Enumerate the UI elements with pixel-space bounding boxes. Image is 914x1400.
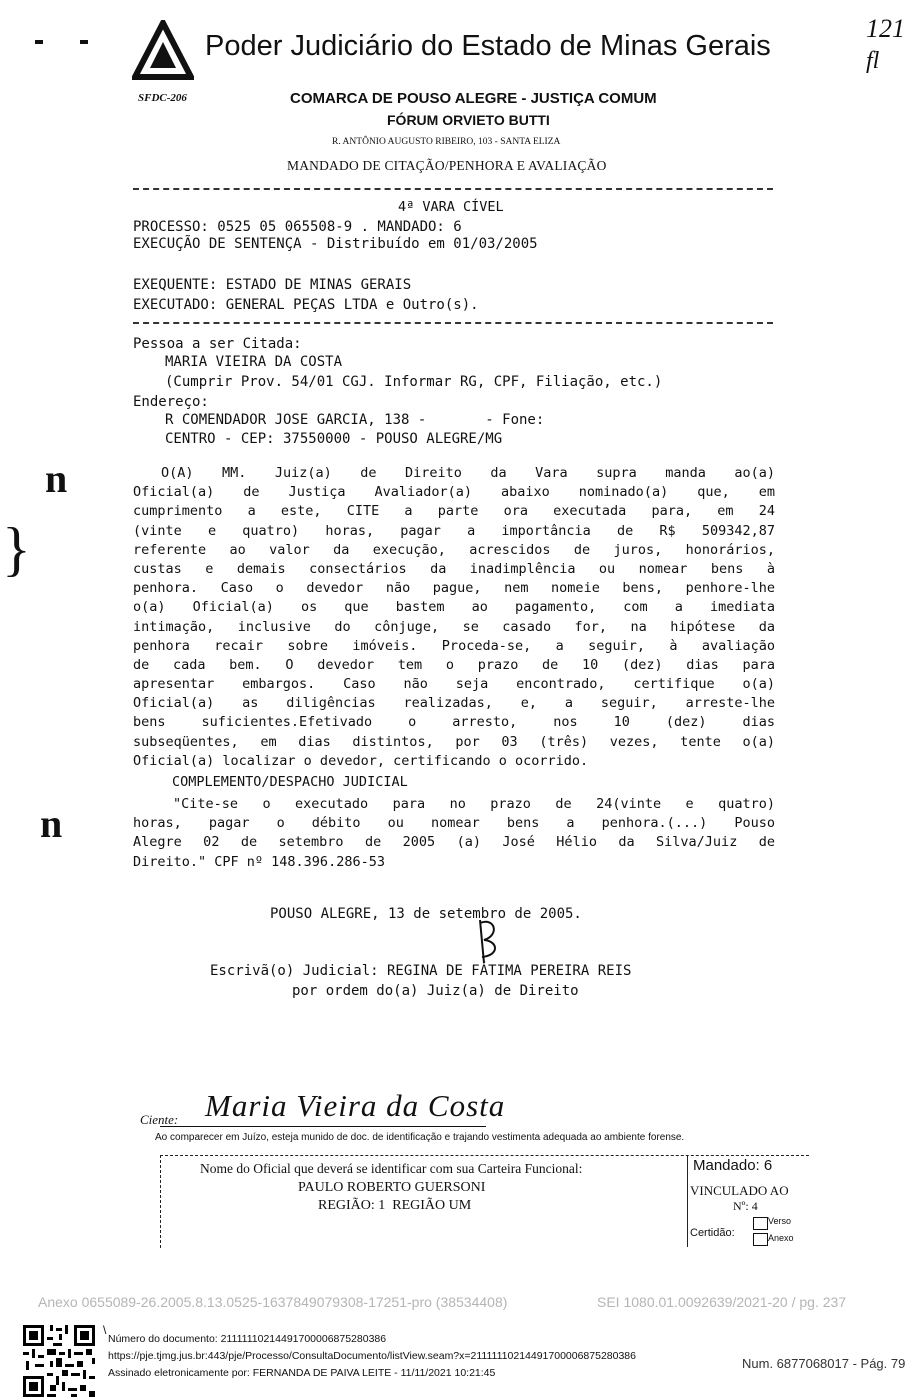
annex-reference: Anexo 0655089-26.2005.8.13.0525-1637849079308-17251-pro (38534408)	[38, 1294, 508, 1310]
address-line-1: R COMENDADOR JOSE GARCIA, 138 - - Fone:	[165, 412, 545, 428]
complement-line: horas, pagar o débito ou nomear bens a penhora.(...) Pouso	[133, 815, 775, 832]
officer-name: PAULO ROBERTO GUERSONI	[298, 1180, 486, 1195]
document-type: MANDADO DE CITAÇÃO/PENHORA E AVALIAÇÃO	[287, 158, 607, 173]
processo-line: PROCESSO: 0525 05 065508-9 . MANDADO: 6	[133, 219, 462, 235]
executado-line: EXECUTADO: GENERAL PEÇAS LTDA e Outro(s).	[133, 297, 479, 313]
clerk-rubric	[470, 915, 510, 965]
officer-instruction: Nome do Oficial que deverá se identificar com sua Carteira Funcional:	[200, 1161, 583, 1176]
place-date: POUSO ALEGRE, 13 de setembro de 2005.	[270, 906, 582, 922]
order-line: o(a) Oficial(a) os que bastem ao pagamento, com a imediata	[133, 599, 775, 616]
anexo-label: Anexo	[768, 1233, 794, 1243]
order-line: Oficial(a) localizar o devedor, certificando o ocorrido.	[133, 752, 589, 769]
clerk-line: Escrivã(o) Judicial: REGINA DE FÁTIMA PEREIRA REIS	[210, 963, 632, 979]
scan-mark: \	[103, 1323, 107, 1337]
order-line: subseqüentes, em dias distintos, por 03 (três) vezes, tente o(a)	[133, 733, 775, 750]
sei-reference: SEI 1080.01.0092639/2021-20 / pg. 237	[597, 1294, 847, 1310]
mandado-label: Mandado: 6	[693, 1157, 773, 1174]
court-name: 4ª VARA CÍVEL	[398, 199, 504, 215]
forum-title: FÓRUM ORVIETO BUTTI	[387, 112, 550, 128]
divider	[133, 188, 773, 190]
complement-line: Direito." CPF nº 148.396.286-53	[133, 853, 385, 870]
anexo-checkbox[interactable]	[753, 1233, 768, 1246]
order-line: de cada bem. O devedor tem o prazo de 10 (dez) dias para	[133, 656, 775, 673]
forum-address: R. ANTÔNIO AUGUSTO RIBEIRO, 103 - SANTA ELIZA	[332, 137, 561, 147]
order-line: penhora. Caso o devedor não pague, nem nomeie bens, penhore-lhe	[133, 580, 775, 597]
scan-mark	[35, 40, 43, 44]
comarca-title: COMARCA DE POUSO ALEGRE - JUSTIÇA COMUM	[290, 90, 657, 107]
handwritten-page-number: 121	[866, 14, 905, 43]
address-line-2: CENTRO - CEP: 37550000 - POUSO ALEGRE/MG	[165, 431, 503, 447]
order-line: apresentar embargos. Caso não seja encontrado, certifique o(a)	[133, 676, 775, 693]
page-reference: Num. 6877068017 - Pág. 79	[742, 1356, 906, 1371]
ciente-signature: Maria Vieira da Costa	[205, 1088, 506, 1123]
institution-title: Poder Judiciário do Estado de Minas Gerais	[205, 30, 771, 62]
signed-by: Assinado eletronicamente por: FERNANDA DE PAIVA LEITE - 11/11/2021 10:21:45	[108, 1367, 496, 1379]
forensic-notice: Ao comparecer em Juízo, esteja munido de doc. de identificação e trajando vestimenta adequada ao ambiente forense.	[155, 1132, 685, 1143]
by-order-line: por ordem do(a) Juiz(a) de Direito	[292, 983, 579, 999]
order-line: (vinte e quatro) horas, pagar a importância de R$ 509342,87	[133, 522, 775, 539]
document-url[interactable]: https://pje.tjmg.jus.br:443/pje/Processo/ConsultaDocumento/listView.seam?x=21111110214491700006875280386	[108, 1350, 636, 1362]
ciente-label: Ciente:	[140, 1112, 179, 1127]
person-note: (Cumprir Prov. 54/01 CGJ. Informar RG, CPF, Filiação, etc.)	[165, 374, 663, 390]
person-name: MARIA VIEIRA DA COSTA	[165, 354, 343, 370]
handwritten-initials: fl	[866, 48, 880, 74]
execution-line: EXECUÇÃO DE SENTENÇA - Distribuído em 01/03/2005	[133, 236, 538, 252]
officer-region: REGIÃO: 1 REGIÃO UM	[318, 1198, 472, 1213]
margin-mark: n	[40, 801, 63, 846]
verso-label: Verso	[768, 1216, 792, 1226]
order-line: Oficial(a) as diligências realizadas, e, a seguir, arreste-lhe	[133, 695, 775, 712]
qr-code-icon[interactable]	[20, 1322, 98, 1400]
person-label: Pessoa a ser Citada:	[133, 336, 302, 352]
order-line: referente ao valor da execução, acrescidos de juros, honorários,	[133, 541, 775, 558]
address-label: Endereço:	[133, 394, 209, 410]
certidao-label-text: Certidão:	[690, 1227, 735, 1239]
order-line: penhora recair sobre imóveis. Proceda-se, a seguir, à avaliação	[133, 637, 775, 654]
margin-mark: n	[45, 456, 68, 501]
order-line: cumprimento a este, CITE a parte ora executada para, em 24	[133, 503, 775, 520]
order-line: O(A) MM. Juiz(a) de Direito da Vara supra manda ao(a)	[161, 465, 775, 481]
signature-underline	[160, 1126, 486, 1127]
exequente-line: EXEQUENTE: ESTADO DE MINAS GERAIS	[133, 277, 412, 293]
complement-line: Alegre 02 de setembro de 2005 (a) José Hélio da Silva/Juiz de	[133, 834, 775, 851]
form-code: SFDC-206	[138, 92, 187, 104]
margin-mark: }	[2, 516, 31, 582]
complement-title: COMPLEMENTO/DESPACHO JUDICIAL	[172, 774, 408, 790]
vinculado-number: Nº: 4	[733, 1199, 758, 1213]
order-line: intimação, inclusive do cônjuge, se casado for, na hipótese da	[133, 618, 775, 635]
complement-text	[133, 795, 775, 872]
vinculado-label: VINCULADO AO	[690, 1183, 789, 1198]
document-number: Número do documento: 21111110214491700006875280386	[108, 1333, 387, 1345]
scan-mark	[80, 40, 88, 44]
order-line: bens suficientes.Efetivado o arresto, nos 10 (dez) dias	[133, 714, 775, 731]
divider	[133, 322, 773, 324]
order-line: custas e demais consectários da inadimplência ou nomear bens à	[133, 560, 775, 577]
order-text	[133, 464, 775, 771]
order-line: Oficial(a) de Justiça Avaliador(a) abaixo nominado(a) que, em	[133, 484, 775, 501]
verso-checkbox[interactable]	[753, 1217, 768, 1230]
tjmg-triangle-logo	[132, 20, 194, 80]
complement-line: "Cite-se o executado para no prazo de 24(vinte e quatro)	[173, 796, 775, 812]
